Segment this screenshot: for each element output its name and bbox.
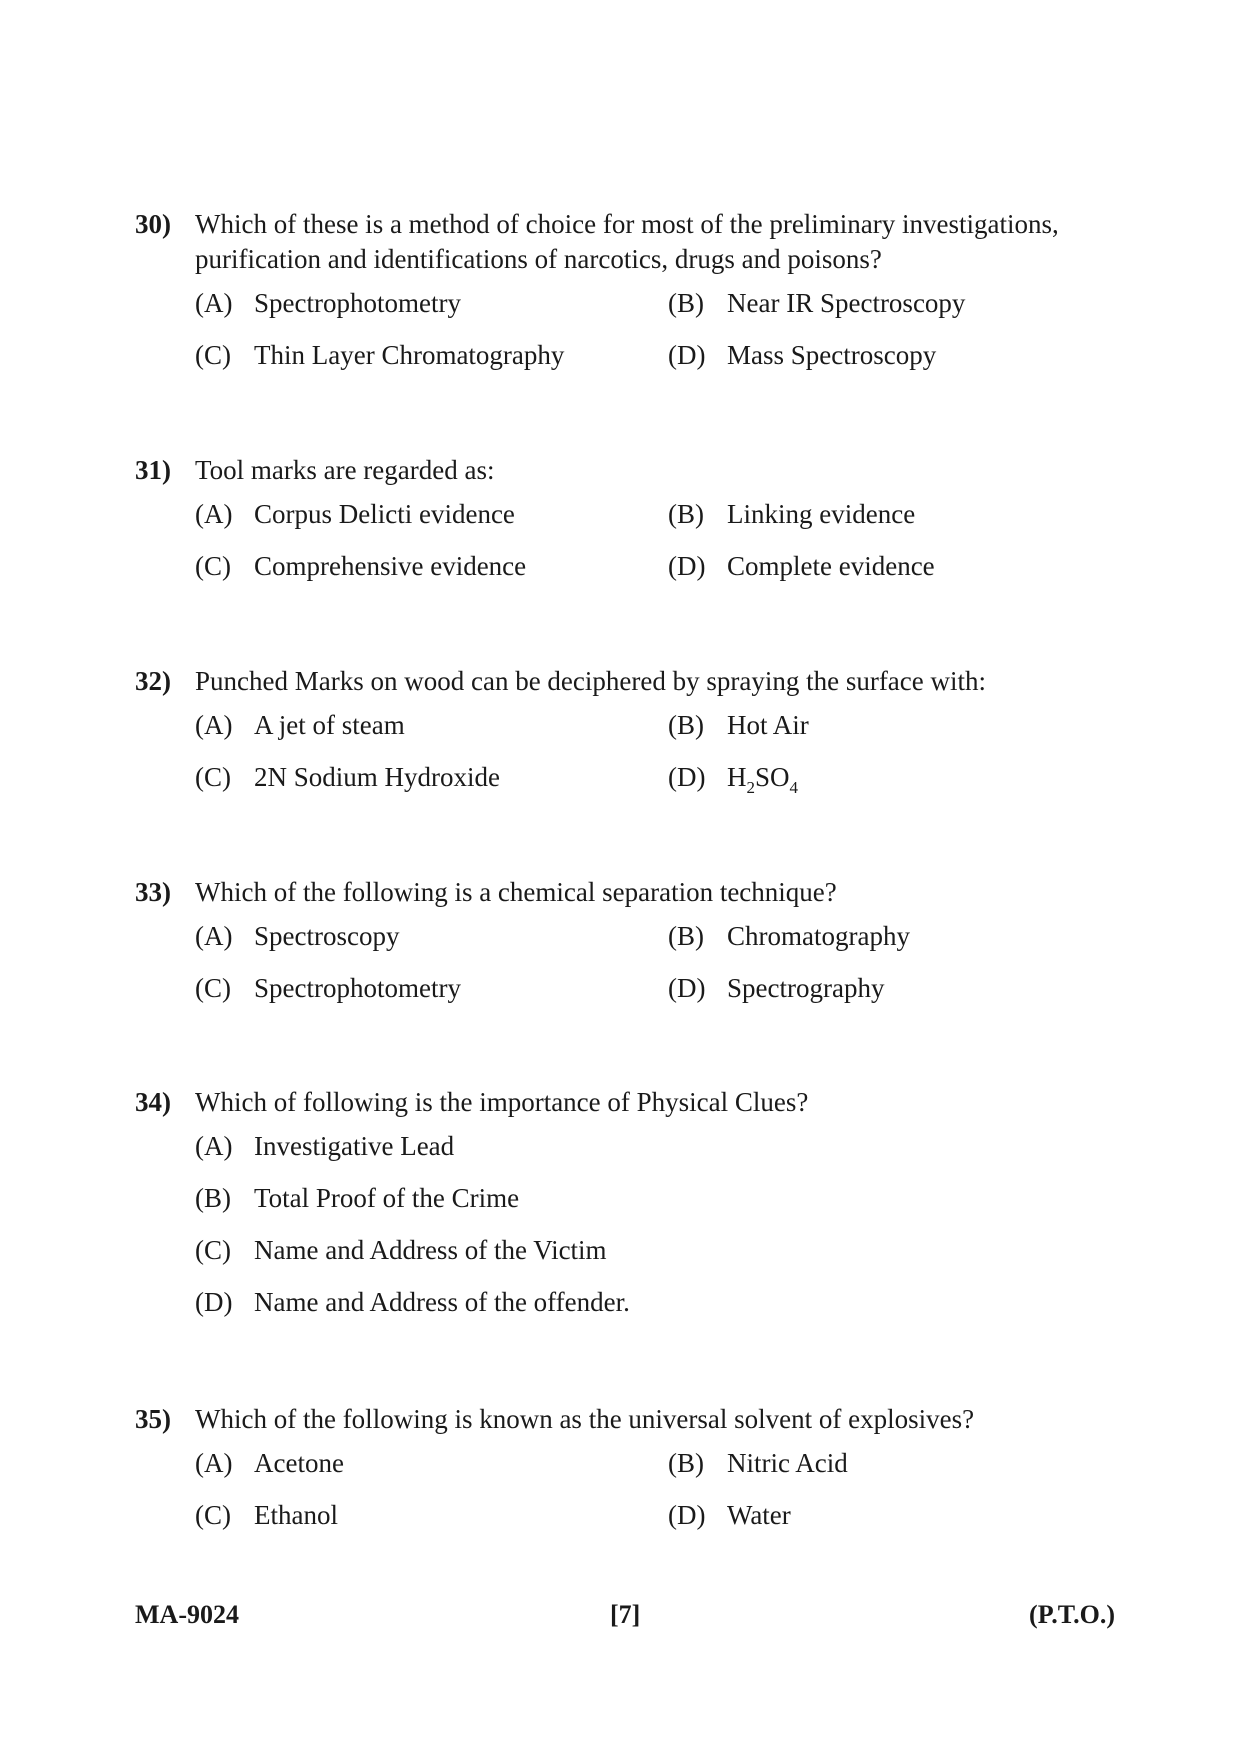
option-letter: (C) (195, 762, 231, 792)
question-number: 32) (135, 666, 171, 696)
option-text: Near IR Spectroscopy (727, 288, 966, 318)
option-letter: (B) (195, 1183, 231, 1213)
options (135, 708, 1115, 795)
option-text: Linking evidence (727, 499, 916, 529)
option-letter: (C) (195, 1500, 231, 1530)
option-text: Thin Layer Chromatography (254, 340, 565, 370)
option-a (195, 497, 668, 532)
option-b (668, 286, 1068, 321)
option-text: Comprehensive evidence (254, 551, 527, 581)
option-letter: (D) (668, 762, 706, 792)
please-turn-over: (P.T.O.) (1029, 1600, 1115, 1629)
option-c (195, 1498, 668, 1533)
option-letter: (B) (668, 1448, 704, 1478)
option-text: Acetone (254, 1448, 344, 1478)
option-text: Name and Address of the Victim (254, 1235, 607, 1265)
options (135, 286, 1115, 373)
option-letter: (D) (668, 973, 706, 1003)
options (135, 497, 1115, 584)
option-a (195, 919, 668, 954)
option-text: Mass Spectroscopy (727, 340, 937, 370)
options (135, 919, 1115, 1006)
option-d (668, 971, 1068, 1006)
option-letter: (D) (668, 551, 706, 581)
option-text: Spectrophotometry (254, 288, 461, 318)
option-text: Spectrophotometry (254, 973, 461, 1003)
formula-subscript-4: 4 (789, 778, 799, 797)
option-letter: (B) (668, 710, 704, 740)
question-31 (135, 453, 1115, 584)
chemical-formula (727, 760, 798, 795)
option-text: 2N Sodium Hydroxide (254, 762, 500, 792)
option-letter: (A) (195, 288, 233, 318)
question-stem (135, 664, 1115, 699)
question-text: Tool marks are regarded as: (195, 455, 495, 485)
option-letter: (A) (195, 1131, 233, 1161)
option-text: Water (727, 1500, 791, 1530)
question-34 (135, 1085, 1115, 1320)
option-text: Investigative Lead (254, 1131, 455, 1161)
formula-subscript-2: 2 (746, 778, 755, 797)
option-text: Total Proof of the Crime (254, 1183, 520, 1213)
question-number: 31) (135, 455, 171, 485)
option-c (195, 1233, 1115, 1268)
question-number: 30) (135, 209, 171, 239)
option-a (195, 286, 668, 321)
question-32 (135, 664, 1115, 795)
option-letter: (C) (195, 973, 231, 1003)
option-a (195, 1446, 668, 1481)
page-footer (135, 1600, 1115, 1635)
option-d (668, 760, 1068, 795)
question-number: 35) (135, 1404, 171, 1434)
option-text: Nitric Acid (727, 1448, 848, 1478)
formula-group-so: SO (755, 762, 790, 792)
option-c (195, 338, 668, 373)
option-letter: (C) (195, 1235, 231, 1265)
question-text: Which of the following is a chemical separation technique? (195, 877, 837, 907)
question-number: 33) (135, 877, 171, 907)
question-text: Which of the following is known as the universal solvent of explosives? (195, 1404, 975, 1434)
option-d (195, 1285, 1115, 1320)
page-number: [7] (610, 1600, 641, 1629)
question-text: Which of these is a method of choice for most of the preliminary investigations, purification and identifications of narcotics, drugs and poisons? (195, 209, 1059, 274)
option-text: Ethanol (254, 1500, 338, 1530)
question-text: Punched Marks on wood can be deciphered by spraying the surface with: (195, 666, 987, 696)
option-text: Corpus Delicti evidence (254, 499, 515, 529)
paper-code: MA-9024 (135, 1600, 239, 1629)
option-c (195, 760, 668, 795)
option-b (668, 497, 1068, 532)
option-letter: (B) (668, 499, 704, 529)
option-letter: (A) (195, 499, 233, 529)
option-letter: (B) (668, 921, 704, 951)
option-b (668, 708, 1068, 743)
option-letter: (C) (195, 340, 231, 370)
option-d (668, 549, 1068, 584)
question-stem (135, 1402, 1115, 1437)
option-a (195, 1129, 1115, 1164)
option-d (668, 1498, 1068, 1533)
option-text: Spectrography (727, 973, 885, 1003)
question-stem (135, 1085, 1115, 1120)
option-text: Complete evidence (727, 551, 935, 581)
option-letter: (A) (195, 1448, 233, 1478)
option-c (195, 549, 668, 584)
option-a (195, 708, 668, 743)
option-text: Hot Air (727, 710, 809, 740)
option-letter: (B) (668, 288, 704, 318)
question-35 (135, 1402, 1115, 1533)
option-c (195, 971, 668, 1006)
question-30 (135, 207, 1115, 373)
question-stem (135, 453, 1115, 488)
option-b (668, 919, 1068, 954)
options (135, 1446, 1115, 1533)
option-letter: (C) (195, 551, 231, 581)
option-letter: (D) (668, 340, 706, 370)
option-d (668, 338, 1068, 373)
option-text: Spectroscopy (254, 921, 400, 951)
question-text: Which of following is the importance of Physical Clues? (195, 1087, 809, 1117)
option-letter: (D) (668, 1500, 706, 1530)
option-text: A jet of steam (254, 710, 405, 740)
options (135, 1129, 1115, 1320)
option-b (668, 1446, 1068, 1481)
option-letter: (A) (195, 921, 233, 951)
question-number: 34) (135, 1087, 171, 1117)
option-text: Chromatography (727, 921, 910, 951)
option-b (195, 1181, 1115, 1216)
question-stem (135, 875, 1115, 910)
question-33 (135, 875, 1115, 1006)
option-text: Name and Address of the offender. (254, 1287, 630, 1317)
option-letter: (D) (195, 1287, 233, 1317)
formula-element-h: H (727, 762, 747, 792)
question-stem (135, 207, 1115, 277)
option-letter: (A) (195, 710, 233, 740)
